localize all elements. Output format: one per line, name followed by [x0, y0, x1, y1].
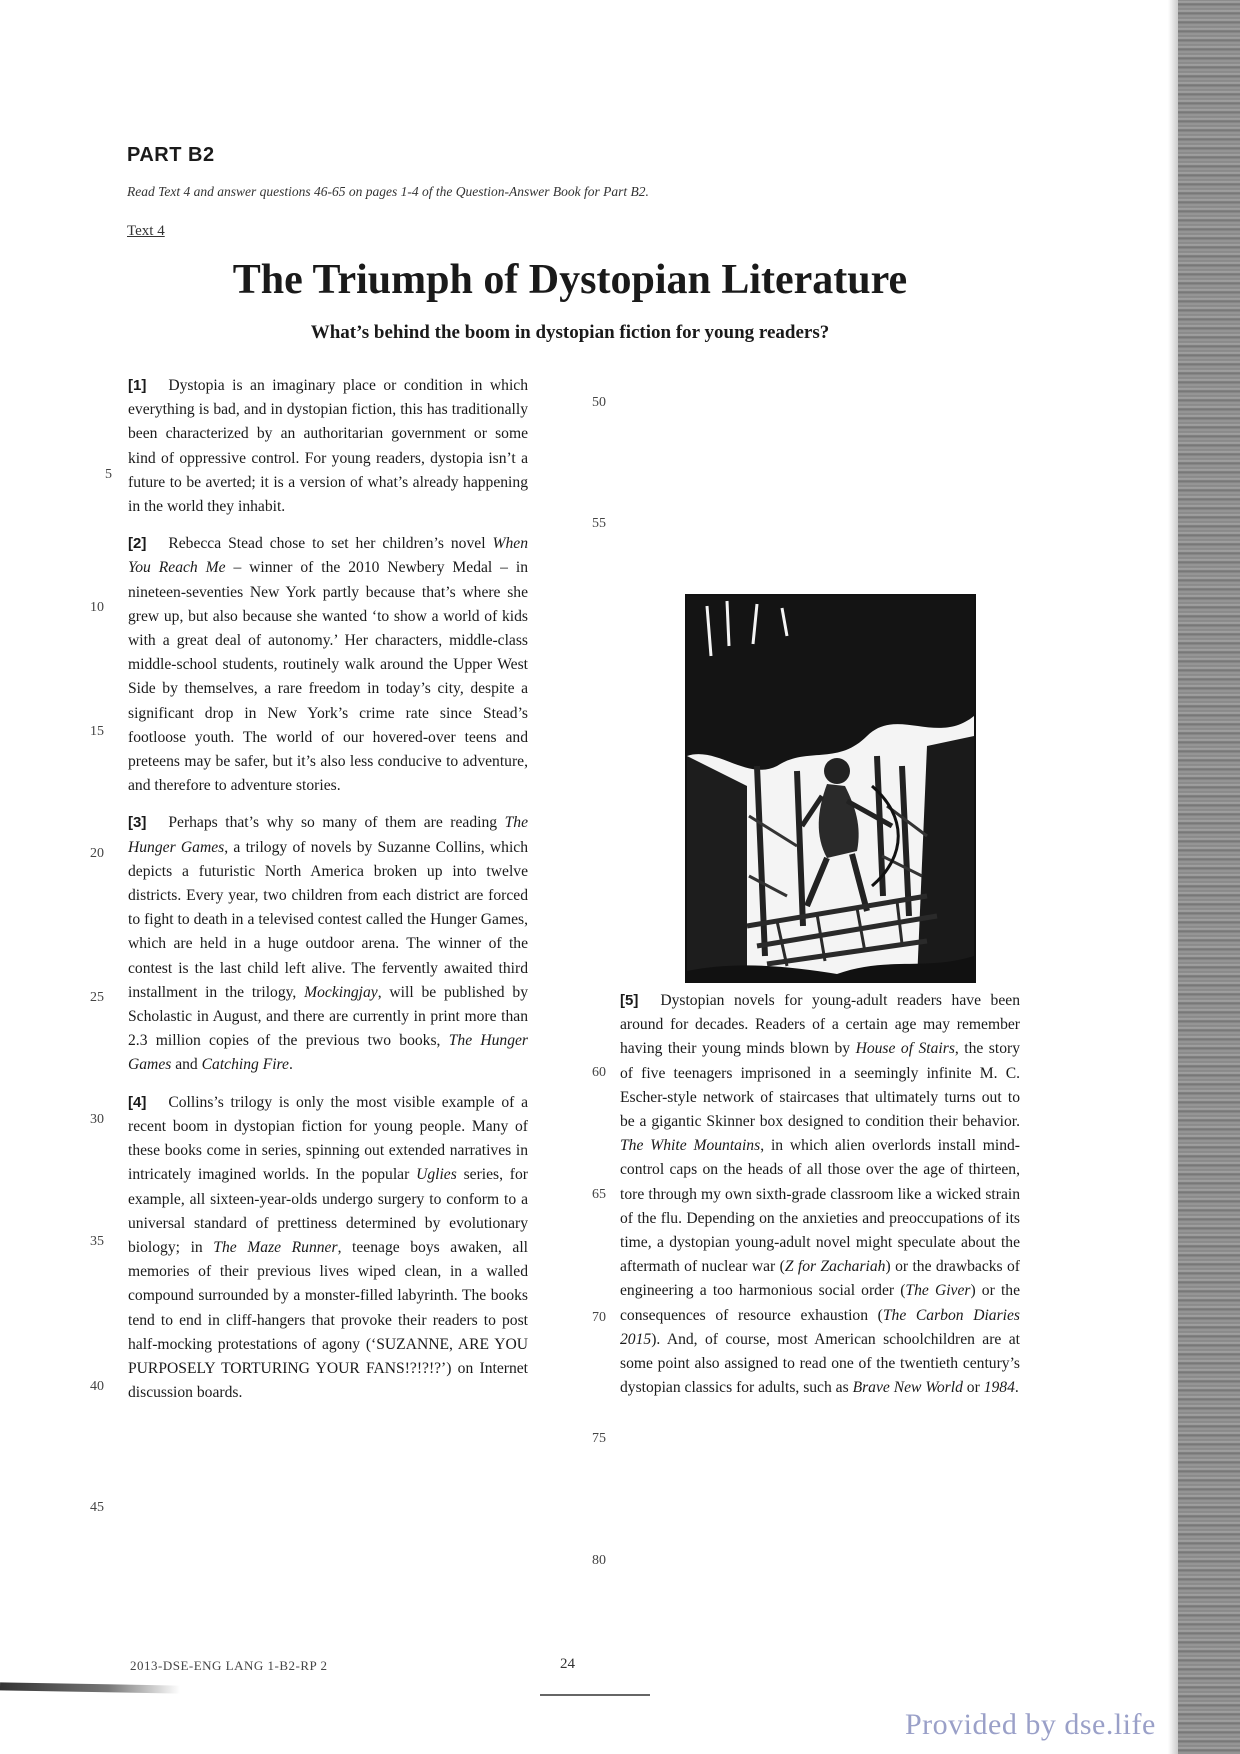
book-title: The Hunger Games	[128, 1032, 529, 1074]
paragraph-text: Perhaps that’s why so many of them are reading	[168, 814, 505, 832]
paragraph-text: Dystopia is an imaginary place or condition in which everything is bad, and in dystopian fiction, this has traditionally been characterized by an authoritarian government or some kind of oppressive control. For young readers, dystopia isn’t a future to be averted; it is a version of what’s already happening in the world they inhabit.	[128, 377, 528, 516]
paper-code: 2013-DSE-ENG LANG 1-B2-RP 2	[130, 1658, 328, 1673]
line-number: 40	[90, 1379, 104, 1394]
line-number: 75	[592, 1431, 606, 1446]
paragraph-text: series, for example, all sixteen-year-olds undergo surgery to conform to a universal standard of prettiness determined by evolutionary biology; in	[128, 1166, 528, 1256]
paragraph-text: ). And, of course, most American schoolchildren are at some point also assigned to read one of the twentieth century’s dystopian classics for adults, such as	[620, 1330, 1020, 1397]
part-heading: PART B2	[127, 144, 215, 166]
continued-from-left-spacer	[620, 374, 1020, 614]
paragraph-2	[128, 532, 528, 798]
scan-smudge	[0, 1682, 180, 1693]
paragraph-number: [4]	[128, 1093, 147, 1111]
book-title: Uglies	[416, 1166, 457, 1184]
book-title: The White Mountains	[620, 1137, 761, 1155]
line-number: 80	[592, 1553, 606, 1568]
scan-mark	[540, 1694, 650, 1696]
line-number: 55	[592, 516, 606, 531]
paragraph-number: [5]	[620, 992, 639, 1009]
line-number: 60	[592, 1065, 606, 1080]
left-column	[128, 374, 528, 1418]
watermark: Provided by dse.life	[905, 1708, 1156, 1741]
book-title: The Carbon Diaries 2015	[620, 1306, 1020, 1348]
book-title: Mockingjay	[304, 983, 378, 1001]
line-number: 15	[90, 724, 104, 739]
paragraph-text: Dystopian novels for young-adult readers have been around for decades. Readers of a certain age may remember having their young minds blown by	[620, 992, 1020, 1058]
page-number: 24	[560, 1656, 575, 1672]
book-title: Brave New World	[852, 1379, 963, 1397]
paragraph-5	[620, 989, 1020, 1400]
book-title: Z for Zachariah	[784, 1258, 886, 1276]
line-number: 70	[592, 1310, 606, 1325]
text-label: Text 4	[127, 223, 165, 239]
article-subtitle: What’s behind the boom in dystopian fiction for young readers?	[310, 322, 830, 343]
line-number: 20	[90, 846, 104, 861]
line-number: 50	[592, 395, 606, 410]
paragraph-text: .	[288, 1056, 293, 1074]
paragraph-text: ) or the drawbacks of engineering a too harmonious social order (	[620, 1258, 1021, 1300]
scan-edge-shadow	[1178, 0, 1240, 1754]
line-number: 5	[105, 467, 112, 482]
paragraph-number: [2]	[128, 535, 147, 553]
book-title: The Maze Runner	[213, 1238, 338, 1256]
right-column	[620, 374, 1020, 1413]
paragraph-text: , teenage boys awaken, all memories of their previous lives wiped clean, in a walled compound surrounded by a monster-filled labyrinth. The books tend to end in cliff-hangers that provoke their readers to post half-mocking protestations of agony (‘SUZANNE, ARE YOU PURPOSELY TORTURING YOUR FANS!?!?!?’) on Internet discussion boards.	[128, 1238, 528, 1402]
paragraph-text: .	[1014, 1379, 1019, 1397]
line-number: 65	[592, 1187, 606, 1202]
line-number: 25	[90, 990, 104, 1005]
paragraph-number: [3]	[128, 814, 147, 832]
paragraph-text: or	[962, 1379, 984, 1397]
book-title: The Hunger Games	[128, 814, 528, 856]
line-number: 10	[90, 600, 104, 615]
paragraph-1	[128, 374, 528, 519]
article-title: The Triumph of Dystopian Literature	[232, 257, 908, 303]
book-title: When You Reach Me	[128, 535, 528, 577]
paragraph-text: , the story of five teenagers imprisoned in a seemingly infinite M. C. Escher-style network of staircases that ultimately turns out to be a gigantic Skinner box designed to condition their behavior.	[620, 1040, 1020, 1131]
paragraph-text: Rebecca Stead chose to set her children’s novel	[168, 535, 493, 553]
instructions: Read Text 4 and answer questions 46-65 on pages 1-4 of the Question-Answer Book for Part B2.	[127, 184, 649, 199]
paragraph-text: , a trilogy of novels by Suzanne Collins, which depicts a futuristic North America broken up into twelve districts. Every year, two children from each district are forced to fight to death in a televised contest called the Hunger Games, which are held in a huge outdoor arena. The winner of the contest is the last child left alive. The fervently awaited third installment in the trilogy,	[128, 838, 528, 1001]
book-title: 1984	[983, 1379, 1015, 1397]
paragraph-4-start	[128, 1091, 528, 1406]
book-title: House of Stairs	[855, 1040, 955, 1058]
line-number: 35	[90, 1234, 104, 1249]
paragraph-text: ) or the consequences of resource exhaustion (	[620, 1282, 1020, 1324]
paragraph-3	[128, 811, 528, 1077]
paragraph-text: , will be published by Scholastic in August, and there are currently in print more than 2.3 million copies of the previous two books,	[128, 983, 528, 1050]
illustration-spacer	[620, 614, 1020, 989]
paragraph-number: [1]	[128, 377, 147, 394]
line-number: 45	[90, 1500, 104, 1515]
book-title: Catching Fire	[201, 1056, 289, 1074]
book-title: The Giver	[905, 1282, 971, 1300]
line-number: 30	[90, 1112, 104, 1127]
paragraph-text: and	[171, 1056, 202, 1074]
paragraph-text: – winner of the 2010 Newbery Medal – in nineteen-seventies New York partly because that’s where she grew up, but also because she wanted ‘to show a world of kids with a great deal of autonomy.’ Her characters, middle-class middle-school students, routinely walk around the Upper West Side by themselves, a rare freedom in today’s city, despite a significant drop in New York’s crime rate since Stead’s footloose youth. The world of our hovered-over teens and preteens may be safer, but it’s also less conducive to adventure, and therefore to adventure stories.	[128, 559, 529, 795]
paragraph-text: , in which alien overlords install mind-control caps on the heads of all those over the age of thirteen, tore through my own sixth-grade classroom like a wicked strain of the flu. Depending on the anxieties and preoccupations of its time, a dystopian young-adult novel might speculate about the aftermath of nuclear war (	[620, 1137, 1020, 1276]
paragraph-text: Collins’s trilogy is only the most visible example of a recent boom in dystopian fiction for young people. Many of these books come in series, spinning out extended narratives in intricately imagined worlds. In the popular	[128, 1093, 528, 1184]
